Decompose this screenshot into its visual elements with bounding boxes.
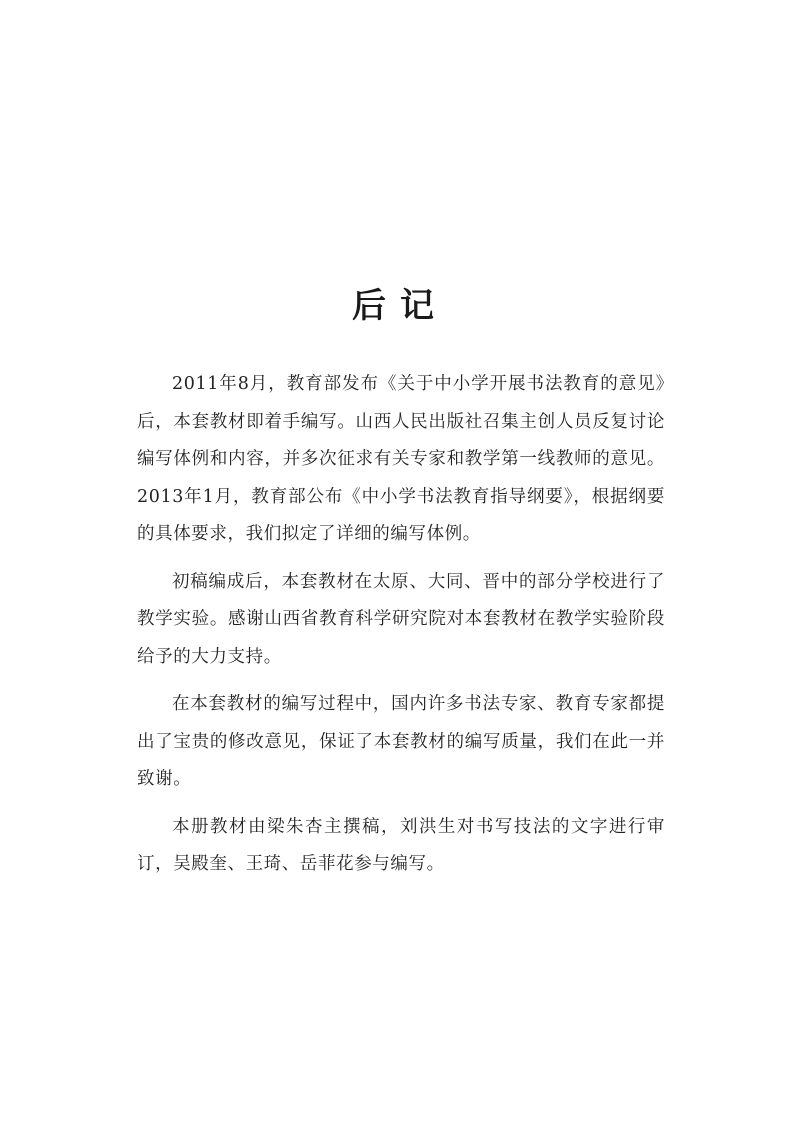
paragraph-1: 2011年8月，教育部发布《关于中小学开展书法教育的意见》后，本套教材即着手编写。山西人民出版社召集主创人员反复讨论编写体例和内容，并多次征求有关专家和教学第一线教师的意见。2013年1月，教育部公布《中小学书法教育指导纲要》，根据纲要的具体要求，我们拟定了详细的编写体例。 (137, 374, 665, 544)
paragraph-2: 初稿编成后，本套教材在太原、大同、晋中的部分学校进行了教学实验。感谢山西省教育科学研究院对本套教材在教学实验阶段给予的大力支持。 (137, 571, 665, 667)
page-title: 后记 (352, 286, 448, 326)
paragraph-4: 本册教材由梁朱杏主撰稿，刘洪生对书写技法的文字进行审订，吴殿奎、王琦、岳菲花参与编写。 (137, 816, 665, 874)
paragraph-3: 在本套教材的编写过程中，国内许多书法专家、教育专家都提出了宝贵的修改意见，保证了本套教材的编写质量，我们在此一并致谢。 (137, 694, 665, 789)
body-text (137, 366, 665, 894)
